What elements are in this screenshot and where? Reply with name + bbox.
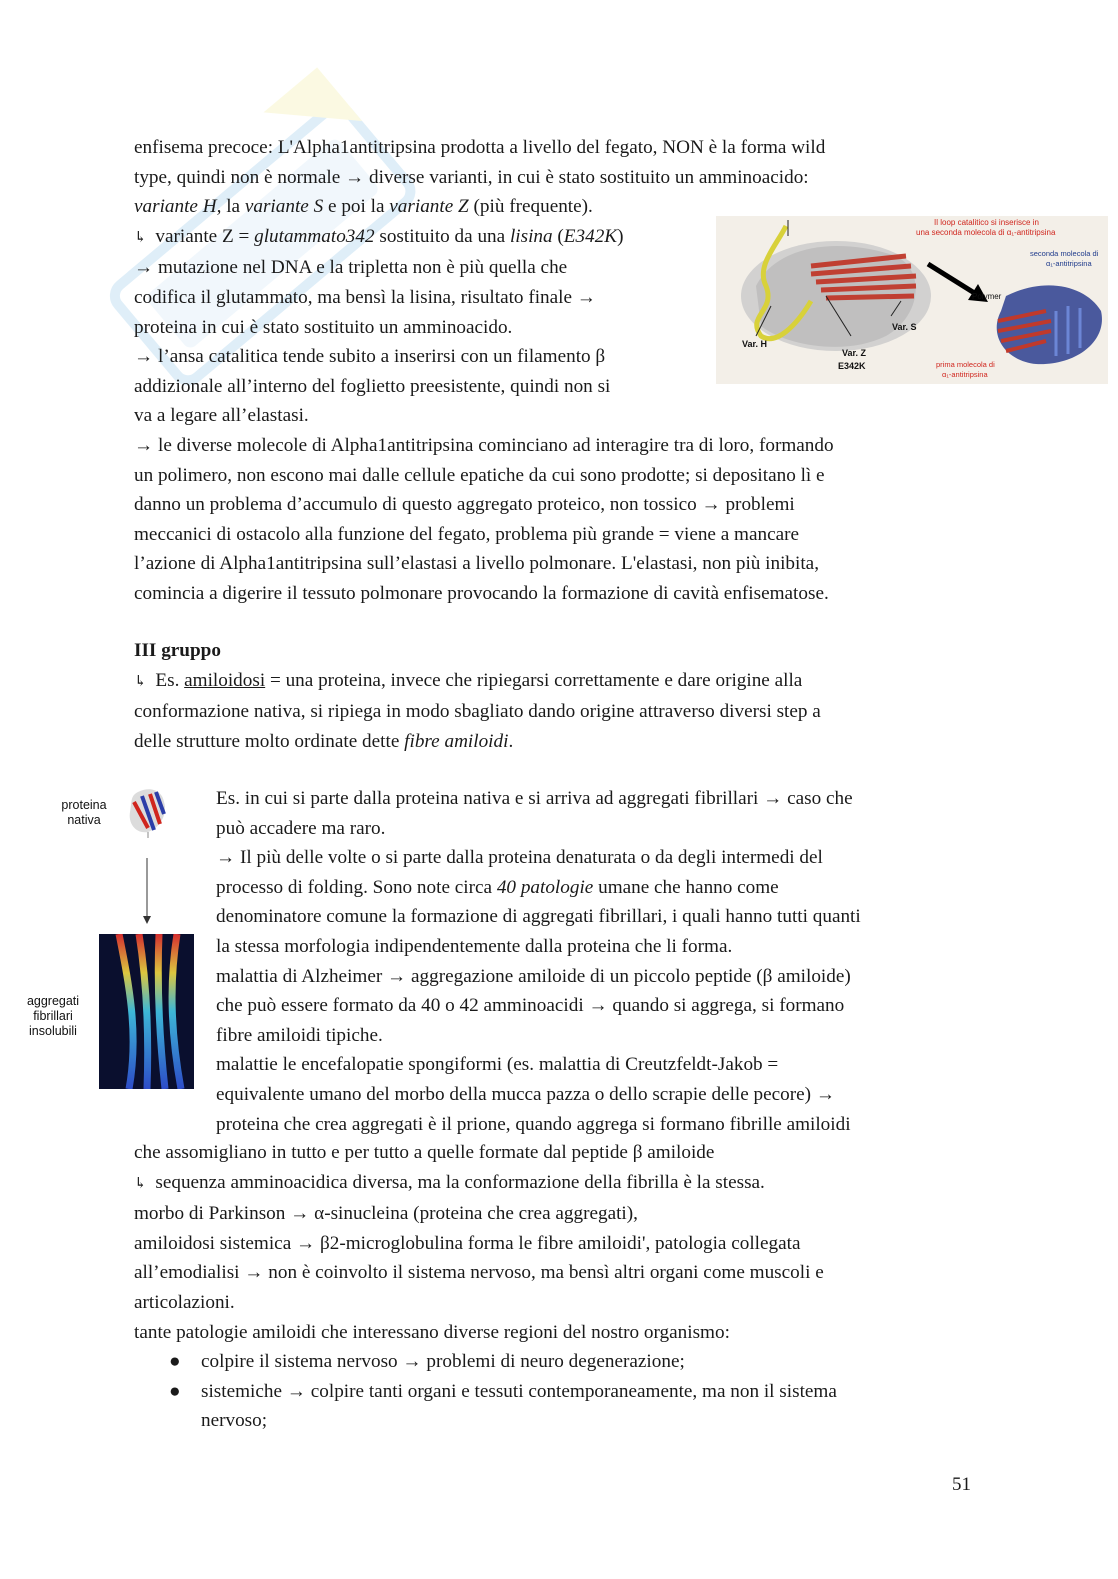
figure-label: prima molecola di [936, 360, 995, 369]
text-line: variante H, la variante S e poi la variante Z (più frequente). [134, 196, 593, 218]
text-line: ↳ variante Z = glutammato342 sostituito da una lisina (E342K) [134, 225, 624, 247]
native-protein-icon [120, 784, 180, 840]
text-line: ↳ sequenza amminoacidica diversa, ma la conformazione della fibrilla è la stessa. [134, 1171, 765, 1193]
list-item: ● colpire il sistema nervoso → problemi di neuro degenerazione; [134, 1347, 984, 1377]
figure-label: Il loop catalitico si inserisce in [934, 218, 1039, 227]
arrow-down-icon [142, 858, 152, 924]
text-line: → l’ansa catalitica tende subito a inserirsi con un filamento β [134, 346, 606, 368]
text-line: può accadere ma raro. [216, 817, 386, 839]
text-line: tante patologie amiloidi che interessano diverse regioni del nostro organismo: [134, 1321, 730, 1343]
section-heading: III gruppo [134, 640, 221, 661]
text-line: va a legare all’elastasi. [134, 405, 309, 427]
text-line: un polimero, non escono mai dalle cellule epatiche da cui sono prodotte; si depositano lì e [134, 464, 825, 486]
text-line: equivalente umano del morbo della mucca pazza o dello scrapie delle pecore) → [216, 1083, 836, 1105]
bullet-icon: ● [169, 1380, 181, 1402]
text-line: che può essere formato da 40 o 42 amminoacidi → quando si aggrega, si formano [216, 995, 845, 1017]
indent-arrow-icon: ↳ [134, 673, 147, 690]
text-line: malattie le encefalopatie spongiformi (es. malattia di Creutzfeldt-Jakob = [216, 1054, 779, 1076]
figure-label: una seconda molecola di α₁-antitripsina [916, 228, 1056, 237]
text-line: all’emodialisi → non è coinvolto il sistema nervoso, ma bensì altri organi come muscoli e [134, 1262, 824, 1284]
figure-label: aggregati fibrillari insolubili [26, 994, 80, 1038]
indent-arrow-icon: ↳ [134, 229, 147, 246]
text-line: → Il più delle volte o si parte dalla proteina denaturata o da degli intermedi del [216, 847, 823, 869]
text-line: danno un problema d’accumulo di questo aggregato proteico, non tossico → problemi [134, 494, 795, 516]
text-line: morbo di Parkinson → α-sinucleina (proteina che crea aggregati), [134, 1203, 638, 1225]
figure-label: E342K [838, 361, 866, 371]
text-line: ↳ Es. amiloidosi = una proteina, invece che ripiegarsi correttamente e dare origine alla [134, 669, 803, 691]
text-line: l’azione di Alpha1antitripsina sull’elastasi a livello polmonare. L'elastasi, non più inibita, [134, 553, 819, 575]
text-line: delle strutture molto ordinate dette fibre amiloidi. [134, 730, 514, 752]
text-line: conformazione nativa, si ripiega in modo sbagliato dando origine attraverso diversi step a [134, 701, 821, 723]
text-line: enfisema precoce: L'Alpha1antitripsina prodotta a livello del fegato, NON è la forma wild [134, 137, 826, 158]
list-item: ● sistemiche → colpire tanti organi e tessuti contemporaneamente, ma non il sistema nervoso; [134, 1377, 984, 1436]
text-line: fibre amiloidi tipiche. [216, 1024, 383, 1046]
text-line: che assomigliano in tutto e per tutto a quelle formate dal peptide β amiloide [134, 1142, 715, 1163]
figure-antitrypsin-polymerization [716, 216, 1108, 384]
text-line: type, quindi non è normale → diverse varianti, in cui è stato sostituito un amminoacido: [134, 166, 809, 188]
figure-label: Var. S [892, 322, 917, 332]
text-line: → le diverse molecole di Alpha1antitripsina cominciano ad interagire tra di loro, formando [134, 434, 834, 456]
figure-label: Var. H [742, 339, 768, 349]
text-line: comincia a digerire il tessuto polmonare provocando la formazione di cavità enfisematose. [134, 582, 829, 604]
text-line: malattia di Alzheimer → aggregazione amiloide di un piccolo peptide (β amiloide) [216, 965, 851, 987]
figure-amyloid-aggregation [20, 784, 200, 1094]
text-line: → mutazione nel DNA e la tripletta non è più quella che [134, 257, 568, 279]
figure-label: proteina nativa [61, 798, 107, 827]
figure-label: α₁-antitripsina [942, 370, 988, 379]
text-line: meccanici di ostacolo alla funzione del fegato, problema più grande = viene a mancare [134, 523, 800, 545]
figure-label: seconda molecola di [1030, 249, 1099, 258]
text-line: processo di folding. Sono note circa 40 patologie umane che hanno come [216, 876, 779, 898]
text-line: addizionale all’interno del foglietto preesistente, quindi non si [134, 375, 611, 397]
figure-label: Var. Z [842, 348, 867, 358]
figure-label: α₁-antitripsina [1046, 259, 1092, 268]
paragraph-amyloid-diseases [134, 1138, 984, 1436]
text-line: proteina che crea aggregati è il prione, quando aggrega si formano fibrille amiloidi [216, 1113, 851, 1135]
text-line: Es. in cui si parte dalla proteina nativa e si arriva ad aggregati fibrillari → caso che [216, 788, 853, 809]
text-line: articolazioni. [134, 1291, 235, 1313]
figure-label: Polymer [972, 292, 1002, 301]
text-line: proteina in cui è stato sostituito un amminoacido. [134, 316, 513, 338]
bullet-icon: ● [169, 1351, 181, 1373]
paragraph-amyloid-examples [216, 784, 986, 1139]
text-line: la stessa morfologia indipendentemente dalla proteina che li forma. [216, 935, 733, 957]
text-line: amiloidosi sistemica → β2-microglobulina forma le fibre amiloidi', patologia collegata [134, 1232, 801, 1254]
bullet-list [134, 1347, 984, 1436]
section-group-3 [134, 636, 984, 756]
text-line: denominatore comune la formazione di aggregati fibrillari, i quali hanno tutti quanti [216, 906, 861, 928]
page-number: 51 [952, 1474, 971, 1495]
amyloid-fibril-image [99, 934, 194, 1089]
indent-arrow-icon: ↳ [134, 1175, 147, 1192]
text-line: codifica il glutammato, ma bensì la lisina, risultato finale → [134, 286, 596, 308]
